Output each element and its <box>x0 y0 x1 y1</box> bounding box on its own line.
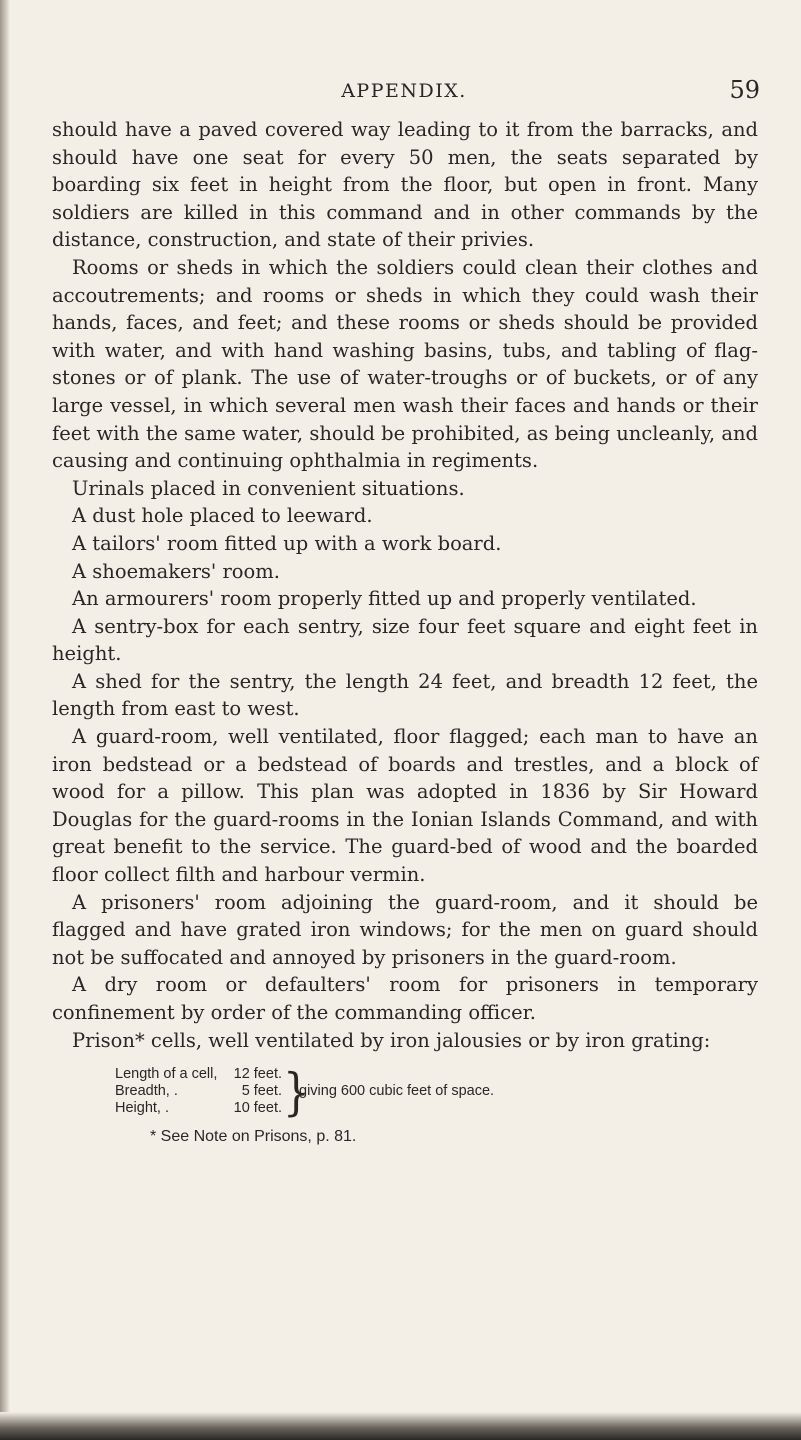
paragraph: A dust hole placed to leeward. <box>72 504 373 528</box>
dimension-label: Breadth, . <box>115 1083 178 1099</box>
brace: } <box>283 1062 310 1121</box>
table-row <box>115 1066 282 1083</box>
book-spine-shadow <box>0 0 10 1440</box>
paragraph: A shed for the sentry, the length 24 feet, and breadth 12 feet, the length from east to west. <box>52 669 758 721</box>
dimension-value: 12 feet. <box>233 1066 282 1082</box>
paragraph: An armourers' room properly fitted up and properly ventilated. <box>72 587 697 611</box>
table-row <box>115 1083 282 1100</box>
body-text <box>52 116 758 1054</box>
paragraph: Urinals placed in convenient situations. <box>72 476 465 500</box>
paragraph: A shoemakers' room. <box>72 559 280 583</box>
paragraph: A prisoners' room adjoining the guard-room, and it should be flagged and have grated iron windows; for the men on guard should not be suffocated and annoyed by prisoners in the guard-room. <box>52 890 758 969</box>
paragraph: Prison* cells, well ventilated by iron jalousies or by iron grating: <box>72 1028 711 1052</box>
page-header <box>48 76 760 106</box>
dimension-value: 5 feet. <box>241 1083 282 1099</box>
page-number: 59 <box>729 76 760 104</box>
table-row <box>115 1100 282 1117</box>
paragraph: A guard-room, well ventilated, floor flagged; each man to have an iron bedstead or a bedstead of boards and trestles, and a block of wood for a pillow. This plan was adopted in 1836 by Sir Howard Douglas for the guard-rooms in the Ionian Islands Command, and with great benefit to the service. The guard-bed of wood and the boarded floor collect filth and harbour vermin. <box>52 725 758 887</box>
page-bottom-edge <box>0 1412 801 1440</box>
paragraph: A sentry-box for each sentry, size four feet square and eight feet in height. <box>52 614 758 666</box>
paragraph: A dry room or defaulters' room for prisoners in temporary confinement by order of the commanding officer. <box>52 973 758 1024</box>
paragraph: Rooms or sheds in which the soldiers could clean their clothes and accoutrements; and rooms or sheds in which they could wash their hands, faces, and feet; and these rooms or sheds should be provided with water, and with hand washing basins, tubs, and tabling of flag-stones or of plank. The use of water-troughs or of buckets, or of any large vessel, in which several men wash their faces and hands or their feet with the same water, should be prohibited, as being uncleanly, and causing and continuing ophthalmia in regiments. <box>52 255 758 473</box>
footnote: * See Note on Prisons, p. 81. <box>150 1128 357 1145</box>
dimension-value: 10 feet. <box>233 1100 282 1116</box>
dimension-label: Length of a cell, <box>115 1066 218 1082</box>
cell-dimensions-table <box>115 1062 495 1121</box>
volume-note: giving 600 cubic feet of space. <box>299 1083 495 1099</box>
paragraph: should have a paved covered way leading to it from the barracks, and should have one seat for every 50 men, the seats separated by boarding six feet in height from the floor, but open in front. Many soldiers are killed in this command and in other commands by the distance, construction, and state of their privies. <box>52 118 758 252</box>
dimension-label: Height, . <box>115 1100 169 1116</box>
paragraph: A tailors' room fitted up with a work board. <box>72 531 502 555</box>
running-title: APPENDIX. <box>341 80 467 102</box>
